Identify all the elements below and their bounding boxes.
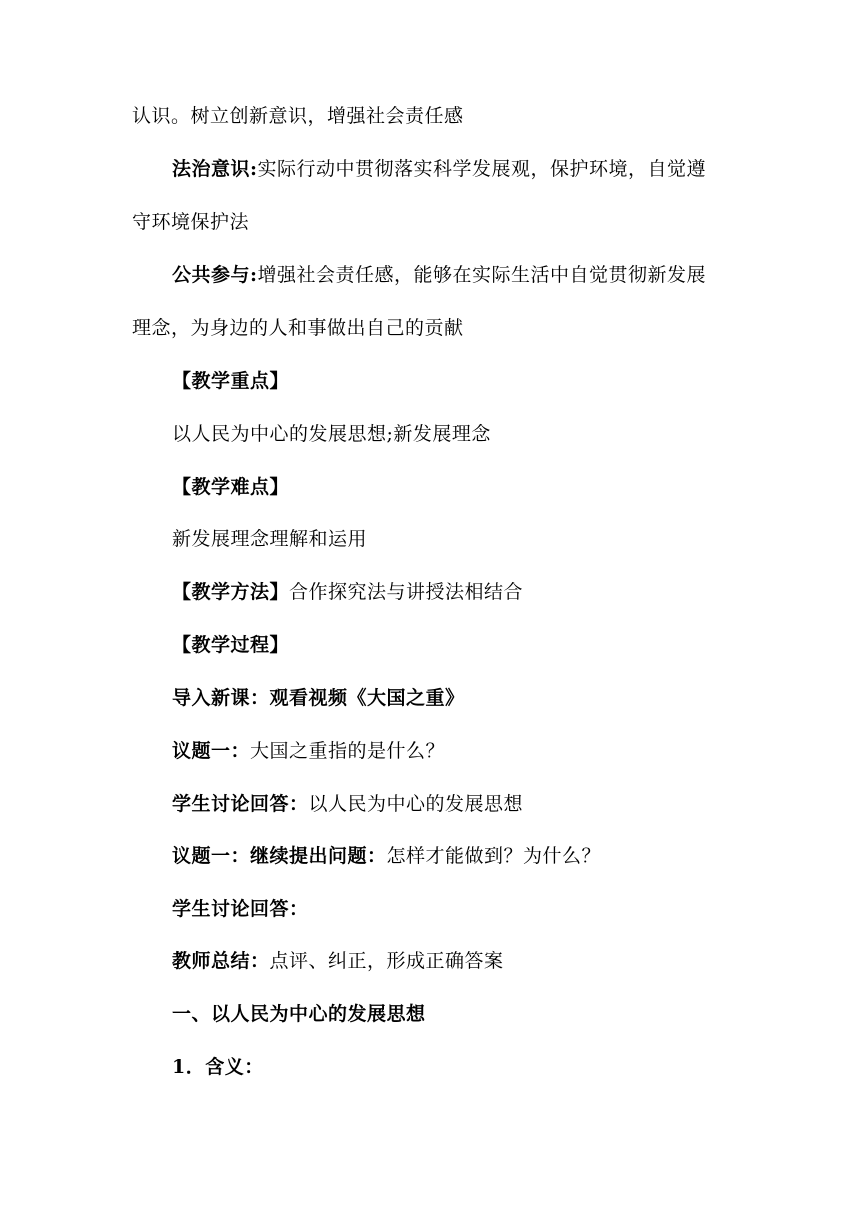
- paragraph-text: 理念，为身边的人和事做出自己的贡献: [132, 317, 464, 339]
- paragraph-text: 怎样才能做到？为什么？: [386, 845, 602, 867]
- text-line: [172, 526, 784, 552]
- paragraph-text: 增强社会责任感，能够在实际生活中自觉贯彻新发展: [257, 264, 707, 286]
- text-line: [172, 685, 784, 711]
- heading-text: 1．含义：: [172, 1056, 264, 1078]
- section-heading: [172, 632, 784, 658]
- paragraph-text: 合作探究法与讲授法相结合: [289, 581, 524, 603]
- paragraph-label: 议题一：继续提出问题：: [172, 845, 387, 867]
- paragraph-label: 公共参与:: [172, 264, 258, 286]
- heading-text: 一、以人民为中心的发展思想: [172, 1003, 426, 1025]
- text-line: [132, 315, 744, 341]
- heading-text: 【教学过程】: [172, 634, 290, 656]
- section-heading: [172, 1001, 784, 1027]
- section-heading: [172, 368, 784, 394]
- text-line: [132, 209, 744, 235]
- paragraph-text: 导入新课：观看视频《大国之重》: [172, 687, 465, 709]
- heading-text: 【教学难点】: [172, 476, 290, 498]
- paragraph-label: 学生讨论回答：: [172, 898, 309, 920]
- text-line: [172, 262, 784, 288]
- paragraph-label: 学生讨论回答：: [172, 793, 309, 815]
- heading-text: 【教学重点】: [172, 370, 290, 392]
- text-line: [172, 738, 784, 764]
- text-line: [172, 948, 784, 974]
- paragraph-label: 法治意识:: [172, 158, 258, 180]
- text-line: [132, 103, 744, 129]
- paragraph-text: 以人民为中心的发展思想: [308, 793, 524, 815]
- section-heading: [172, 474, 784, 500]
- paragraph-text: 守环境保护法: [132, 211, 250, 233]
- heading-text: 【教学方法】: [172, 581, 290, 603]
- text-line: [172, 843, 784, 869]
- text-line: [172, 421, 784, 447]
- paragraph-label: 教师总结：: [172, 950, 270, 972]
- paragraph-text: 认识。树立创新意识，增强社会责任感: [132, 105, 464, 127]
- paragraph-text: 实际行动中贯彻落实科学发展观，保护环境，自觉遵: [257, 158, 707, 180]
- text-line: [172, 896, 784, 922]
- paragraph-text: 点评、纠正，形成正确答案: [269, 950, 504, 972]
- paragraph-text: 大国之重指的是什么？: [250, 740, 446, 762]
- text-line: [172, 791, 784, 817]
- paragraph-text: 以人民为中心的发展思想;新发展理念: [172, 423, 491, 445]
- text-line: [172, 156, 784, 182]
- paragraph-label: 议题一：: [172, 740, 251, 762]
- section-heading: [172, 1054, 784, 1080]
- text-line: [172, 579, 784, 605]
- paragraph-text: 新发展理念理解和运用: [172, 528, 368, 550]
